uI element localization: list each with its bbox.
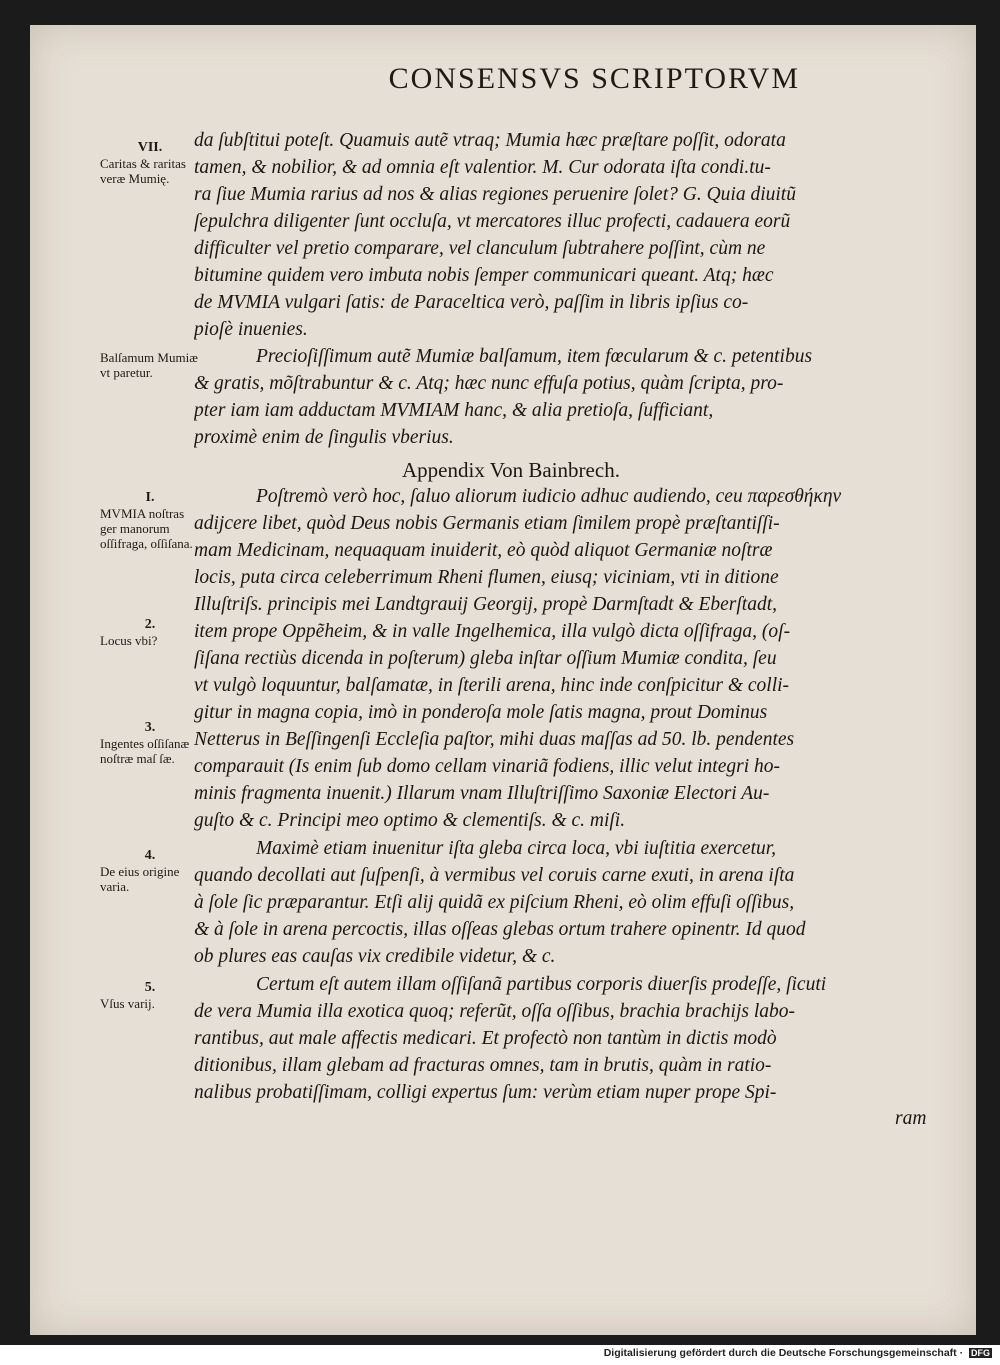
text-line: ſepulchra diligenter ſunt occluſa, vt mercatores illuc profecti, cadauera eorũ: [194, 211, 791, 232]
text-line: Maximè etiam inuenitur iſta gleba circa loca, vbi iuſtitia exercetur,: [256, 838, 777, 859]
text-line: adijcere libet, quòd Deus nobis Germanis etiam ſimilem propè præſtantiſſi-: [194, 513, 780, 534]
text-line: Precioſiſſimum autẽ Mumiæ balſamum, item fœcularum & c. petentibus: [256, 346, 813, 367]
text-line: ditionibus, illam glebam ad fracturas omnes, tam in brutis, quàm in ratio-: [194, 1055, 772, 1076]
margin-note-text: Caritas & raritas veræ Mumię.: [100, 156, 186, 186]
text-line: ra ſiue Mumia rarius ad nos & alias regiones peruenire ſolet? G. Quia diuitũ: [194, 184, 796, 205]
margin-note-5: [100, 980, 200, 1011]
text-line: bitumine quidem vero imbuta nobis ſemper communicari queant. Atq; hæc: [194, 265, 774, 286]
text-line: mam Medicinam, nequaquam inuiderit, eò quòd aliquot Germaniæ noſtræ: [194, 540, 773, 561]
text-line: de vera Mumia illa exotica quoq; referũt, oſſa oſſibus, brachia brachijs labo-: [194, 1001, 795, 1022]
text-line: Illuſtriſs. principis mei Landtgrauij Georgij, propè Darmſtadt & Eberſtadt,: [194, 594, 778, 615]
text-line: pioſè inuenies.: [194, 319, 308, 340]
running-header: CONSENSVS SCRIPTORVM: [388, 62, 800, 95]
text-line: de MVMIA vulgari ſatis: de Paraceltica verò, paſſim in libris ipſius co-: [194, 292, 749, 313]
text-line: proximè enim de ſingulis vberius.: [194, 427, 454, 448]
margin-note-4: [100, 848, 200, 894]
text-line: ſiſana rectiùs dicenda in poſterum) gleba inſtar oſſium Mumiæ condita, ſeu: [194, 648, 777, 669]
text-line: Poſtremò verò hoc, ſaluo aliorum iudicio adhuc audiendo, ceu παρεσθήκην: [256, 486, 842, 507]
margin-note-text: De eius origine varia.: [100, 864, 180, 894]
text-line: minis fragmenta inuenit.) Illarum vnam Illuſtriſſimo Saxoniæ Electori Au-: [194, 783, 770, 804]
text-line: quando decollati aut ſuſpenſi, à vermibus vel coruis carne exuti, in arena iſta: [194, 865, 795, 886]
text-line: guſto & c. Principi meo optimo & clementiſs. & c. miſi.: [194, 810, 626, 831]
text-line: ob plures eas cauſas vix credibile videtur, & c.: [194, 946, 556, 967]
margin-note-text: Balſamum Mumiæ vt paretur.: [100, 350, 198, 380]
margin-note-number: 5.: [144, 980, 156, 995]
text-line: nalibus probatiſſimam, colligi expertus ſum: verùm etiam nuper prope Spi-: [194, 1082, 777, 1103]
text-line: & à ſole in arena percoctis, illas oſſeas glebas ortum trahere opinentr. Id quod: [194, 919, 806, 940]
margin-note-3: [100, 720, 200, 766]
margin-note-number: 3.: [144, 720, 156, 735]
text-line: pter iam iam adductam MVMIAM hanc, & alia pretioſa, ſufficiant,: [194, 400, 714, 421]
margin-note-balsamum: [100, 350, 200, 380]
margin-note-1: [100, 490, 200, 551]
text-line: da ſubſtitui poteſt. Quamuis autẽ vtraq; Mumia hæc præſtare poſſit, odorata: [194, 130, 786, 151]
margin-note-2: [100, 617, 200, 648]
margin-note-text: Ingentes oſſiſanæ noſtræ maſ ſæ.: [100, 736, 190, 766]
text-line: tamen, & nobilior, & ad omnia eſt valentior. M. Cur odorata iſta condi.tu-: [194, 157, 771, 178]
catchword: ram: [895, 1108, 927, 1129]
text-line: comparauit (Is enim ſub domo cellam vinariã fodiens, illic velut integri ho-: [194, 756, 780, 777]
text-line: vt vulgò loquuntur, balſamatæ, in ſterili arena, hinc inde conſpicitur & colli-: [194, 675, 790, 696]
footer-bar: [0, 1345, 1000, 1365]
margin-note-text: Vſus varij.: [100, 996, 155, 1011]
text-line: à ſole ſic præparantur. Etſi alij quidã ex piſcium Rheni, eò olim effuſi oſſibus,: [194, 892, 795, 913]
text-line: locis, puta circa celeberrimum Rheni flumen, eiusq; viciniam, vti in ditione: [194, 567, 779, 588]
footer-credit: [604, 1347, 992, 1359]
text-line: difficulter vel pretio comparare, vel clanculum ſubtrahere poſſint, cùm ne: [194, 238, 766, 259]
margin-note-number: 2.: [144, 617, 156, 632]
text-line: & gratis, mõſtrabuntur & c. Atq; hæc nunc effuſa potius, quàm ſcripta, pro-: [194, 373, 784, 394]
text-line: gitur in magna copia, imò in ponderoſa mole ſatis magna, prout Dominus: [194, 702, 768, 723]
margin-note-text: Locus vbi?: [100, 633, 158, 648]
text-line: Netterus in Beſſingenſi Eccleſia paſtor, mihi duas maſſas ad 50. lb. pendentes: [194, 729, 795, 750]
dfg-logo: DFG: [971, 1348, 990, 1358]
text-line: item prope Oppẽheim, & in valle Ingelhemica, illa vulgò dicta oſſifraga, (oſ-: [194, 621, 791, 642]
appendix-heading: Appendix Von Bainbrech.: [402, 458, 620, 482]
text-line: Certum eſt autem illam oſſiſanã partibus corporis diuerſis prodeſſe, ſicuti: [256, 974, 827, 995]
text-line: rantibus, aut male affectis medicari. Et profectò non tantùm in dictis modò: [194, 1028, 777, 1049]
margin-note-number: 4.: [144, 848, 156, 863]
footer-credit-text: Digitalisierung gefördert durch die Deutsche Forschungsgemeinschaft ·: [603, 1347, 964, 1359]
margin-note-vii: [100, 140, 200, 186]
margin-note-text: MVMIA noſtras ger manorum oſſifraga, oſſiſana.: [100, 506, 193, 551]
margin-note-number: I.: [145, 490, 155, 505]
margin-note-number: VII.: [137, 140, 163, 155]
